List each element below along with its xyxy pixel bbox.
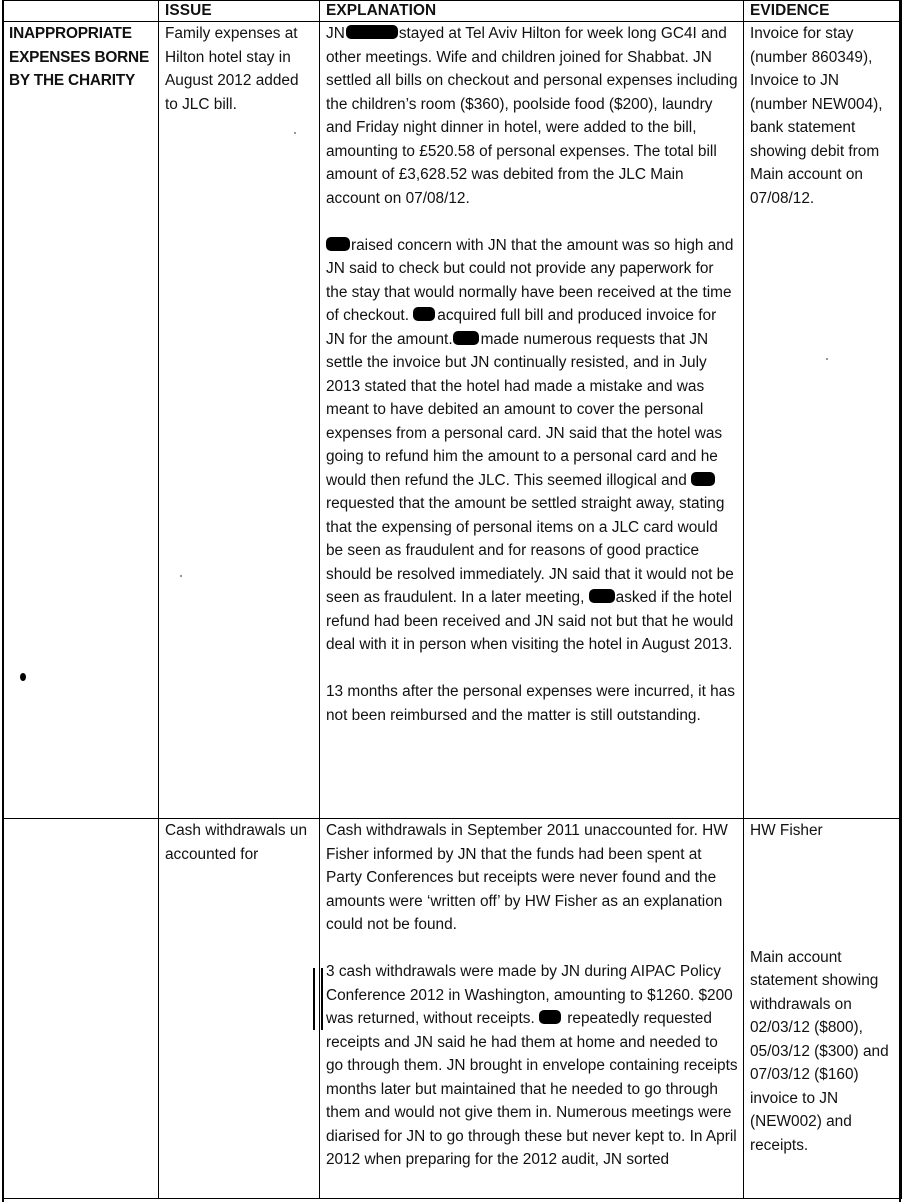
scan-speck bbox=[294, 132, 296, 134]
category-cell: INAPPROPRIATE EXPENSES BORNE BY THE CHARITY bbox=[3, 22, 159, 819]
header-evidence: EVIDENCE bbox=[744, 1, 902, 22]
explanation-text: 3 cash withdrawals were made by JN during AIPAC Policy Conference 2012 in Washington, amounting to $1260. $200 was returned, without receipts. bbox=[326, 963, 733, 1027]
issue-cell: Cash withdrawals un accounted for bbox=[159, 819, 320, 1199]
header-explanation: EXPLANATION bbox=[320, 1, 744, 22]
explanation-text: stayed at Tel Aviv Hilton for week long GC4I and other meetings. Wife and children joined for Shabbat. JN settled all bills on checkout and personal expenses including the children’s room ($360), poolside food ($200), laundry and Friday night dinner in hotel, were added to the bill, amounting to £520.58 of personal expenses. The total bill amount of £3,628.52 was debited from the JLC Main account on 07/08/12. bbox=[326, 25, 738, 207]
scan-speck bbox=[826, 358, 828, 360]
explanation-paragraph: Cash withdrawals in September 2011 unaccounted for. HW Fisher informed by JN that the funds had been spent at Party Conferences but receipts were never found and the amounts were ‘written off’ by HW Fisher as an explanation could not be found. bbox=[326, 822, 728, 933]
explanation-text: repeatedly requested receipts and JN said he had them at home and needed to go through them. JN brought in envelope containing receipts months later but maintained that he needed to go through them and would not give them in. Numerous meetings were diarised for JN to go through these but never kept to. In April 2012 when preparing for the 2012 audit, JN sorted bbox=[326, 1010, 738, 1168]
explanation-text: made numerous requests that JN settle the invoice but JN continually resisted, and in July 2013 stated that the hotel had made a mistake and was meant to have debited an amount to cover the personal expenses from a personal card. JN said that the hotel was going to refund him the amount to a personal card and he would then refund the JLC. This seemed illogical and bbox=[326, 330, 723, 489]
pen-mark bbox=[313, 968, 323, 1030]
explanation-text: JN bbox=[326, 25, 345, 42]
page-border bbox=[2, 0, 901, 1202]
explanation-text: asked if the hotel refund had been received and JN said not but that he would deal with it in person when visiting the hotel in August 2013. bbox=[326, 589, 734, 653]
evidence-text: HW Fisher bbox=[750, 822, 823, 839]
explanation-text: requested that the amount be settled straight away, stating that the expensing of personal items on a JLC card would be seen as fraudulent and for reasons of good practice should be resolved immediately. JN said that it would not be seen as fraudulent. In a later meeting, bbox=[326, 495, 734, 606]
header-issue: ISSUE bbox=[159, 1, 320, 22]
explanation-text: acquired full bill and produced invoice for JN for the amount. bbox=[326, 307, 717, 348]
issue-cell: Family expenses at Hilton hotel stay in August 2012 added to JLC bill. bbox=[159, 22, 320, 819]
evidence-cell: Invoice for stay (number 860349), Invoice to JN (number NEW004), bank statement showing debit from Main account on 07/08/12. bbox=[744, 22, 902, 819]
explanation-text: raised concern with JN that the amount was so high and JN said to check but could not provide any paperwork for the stay that would normally have been received at the time of checkout. bbox=[326, 236, 734, 324]
scan-speck bbox=[180, 575, 182, 577]
margin-mark bbox=[20, 673, 26, 681]
evidence-text: Main account statement showing withdrawals on 02/03/12 ($800), 05/03/12 ($300) and 07/03/12 ($160) invoice to JN (NEW002) and receipts. bbox=[750, 948, 889, 1154]
explanation-paragraph: 13 months after the personal expenses were incurred, it has not been reimbursed and the matter is still outstanding. bbox=[326, 683, 735, 724]
